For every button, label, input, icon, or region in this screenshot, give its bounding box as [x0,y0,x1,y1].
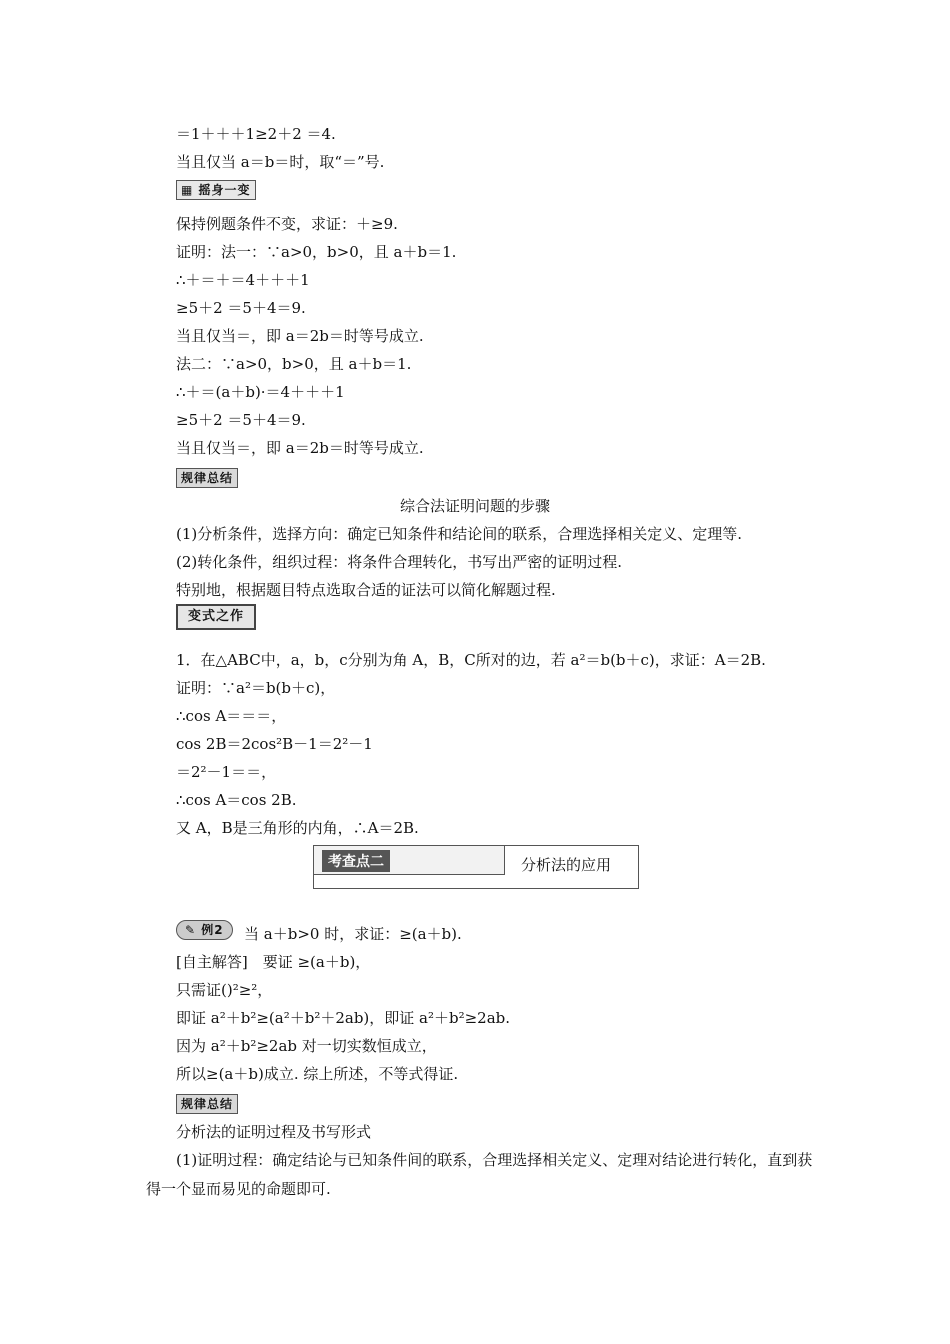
text-line: 当且仅当＝，即 a＝2b＝时等号成立. [176,439,424,457]
example-line: [自主解答] 要证 ≥(a＋b)， [176,953,371,971]
bianshi-badge: 变式之作 [176,604,256,630]
text-line: 法二：∵a>0，b>0，且 a＋b＝1. [176,355,412,373]
synthesis-item: (2)转化条件，组织过程：将条件合理转化，书写出严密的证明过程. [176,553,623,571]
rule-summary-badge: 规律总结 [176,468,238,488]
exercise-line: cos 2B＝2cos²B－1＝2²－1 [176,735,373,753]
example-line: 即证 a²＋b²≥(a²＋b²＋2ab)，即证 a²＋b²≥2ab. [176,1009,511,1027]
rule-summary-badge: 规律总结 [176,1094,238,1114]
kaocha-tag-area [314,846,505,875]
text-line: ≥5＋2 ＝5＋4＝9. [176,299,306,317]
example-line: 因为 a²＋b²≥2ab 对一切实数恒成立， [176,1037,437,1055]
synthesis-item: (1)分析条件，选择方向：确定已知条件和结论间的联系，合理选择相关定义、定理等. [176,525,743,543]
yaoshen-badge [176,180,256,200]
example-line: 只需证()²≥²， [176,981,273,999]
kaocha-tag: 考查点二 [322,850,390,872]
text-line: 当且仅当 a＝b＝时，取“＝”号. [176,153,385,171]
variant-prompt: 保持例题条件不变，求证：＋≥9. [176,215,398,233]
kaocha-section-header [313,845,639,889]
analysis-title: 分析法的证明过程及书写形式 [176,1123,372,1141]
kaocha-title: 分析法的应用 [521,856,612,874]
exercise-line: ∴cos A＝cos 2B. [176,791,297,809]
text-line: 当且仅当＝，即 a＝2b＝时等号成立. [176,327,424,345]
exercise-line: 1．在△ABC中，a，b，c分别为角 A，B，C所对的边，若 a²＝b(b＋c)，求证：A＝2B. [176,651,766,669]
pencil-icon: ✎ [185,923,202,937]
exercise-line: ∴cos A＝＝＝， [176,707,287,725]
text-line: 证明：法一：∵a>0，b>0，且 a＋b＝1. [176,243,457,261]
synthesis-item: 特别地，根据题目特点选取合适的证法可以简化解题过程. [176,581,556,599]
example-prompt: 当 a＋b>0 时，求证：≥(a＋b). [244,925,462,943]
grid-icon: ▦ [181,183,199,197]
exercise-line: ＝2²－1＝＝， [176,763,277,781]
text-line: ≥5＋2 ＝5＋4＝9. [176,411,306,429]
analysis-paragraph: (1)证明过程：确定结论与已知条件间的联系，合理选择相关定义、定理对结论进行转化，直到获得一个显而易见的命题即可. [146,1151,813,1198]
exercise-line: 又 A，B是三角形的内角，∴A＝2B. [176,819,419,837]
example-label: 例2 [201,923,224,937]
example-line: 所以≥(a＋b)成立. 综上所述，不等式得证. [176,1065,459,1083]
text-line: ∴＋＝＋＝4＋＋＋1 [176,271,310,289]
example-badge [176,920,233,940]
text-line: ∴＋＝(a＋b)·＝4＋＋＋1 [176,383,345,401]
text-line: ＝1＋＋＋1≥2＋2 ＝4. [176,125,336,143]
synthesis-title: 综合法证明问题的步骤 [399,497,550,515]
exercise-line: 证明：∵a²＝b(b＋c)， [176,679,336,697]
yaoshen-label: 摇身一变 [198,183,251,197]
